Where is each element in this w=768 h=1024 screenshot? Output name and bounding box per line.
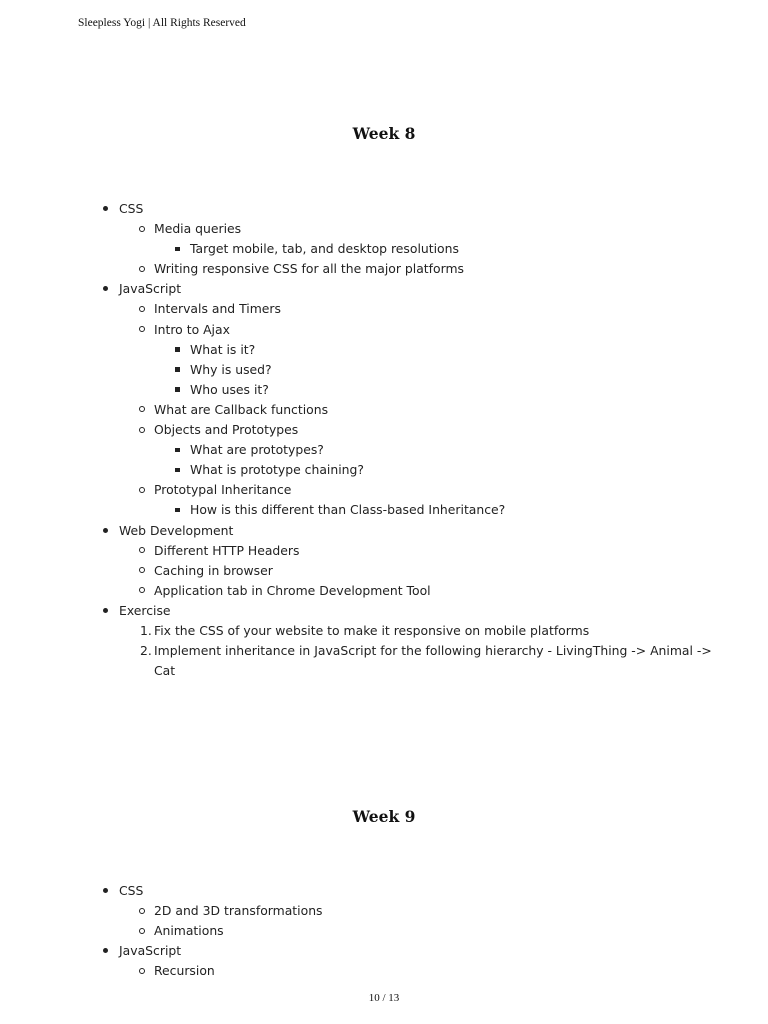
list-item	[0, 921, 768, 941]
bullet-square-icon	[175, 508, 180, 513]
list-item	[0, 581, 768, 601]
list-item-text: JavaScript	[119, 943, 182, 959]
bullet-circle-icon	[139, 306, 145, 312]
list-item	[0, 561, 768, 581]
list-item-text: Exercise	[119, 602, 171, 618]
list-item-text: Fix the CSS of your website to make it responsive on mobile platforms	[154, 622, 590, 638]
list-item	[0, 400, 768, 420]
bullet-circle-icon	[139, 968, 145, 974]
list-number: 2.	[140, 643, 152, 659]
list-item	[0, 541, 768, 561]
list-item-text: Cat	[154, 663, 176, 679]
list-item	[0, 279, 768, 299]
list-item-text: Prototypal Inheritance	[154, 482, 292, 498]
list-item-text: Animations	[154, 923, 224, 939]
list-item	[0, 661, 768, 681]
list-item	[0, 601, 768, 621]
list-item	[0, 360, 768, 380]
list-item	[0, 340, 768, 360]
list-item-text: JavaScript	[119, 281, 182, 297]
bullet-circle-icon	[139, 226, 145, 232]
bullet-square-icon	[175, 448, 180, 453]
list-item-text: Different HTTP Headers	[154, 542, 300, 558]
list-item-text: Writing responsive CSS for all the major platforms	[154, 261, 464, 277]
bullet-disc-icon	[103, 206, 108, 211]
list-item-text: Objects and Prototypes	[154, 422, 299, 438]
bullet-square-icon	[175, 247, 180, 252]
week-8-outline	[0, 199, 768, 681]
bullet-circle-icon	[139, 567, 145, 573]
list-item	[0, 380, 768, 400]
list-item-text: What is it?	[190, 341, 256, 357]
bullet-square-icon	[175, 468, 180, 473]
page-header: Sleepless Yogi | All Rights Reserved	[78, 17, 246, 29]
bullet-circle-icon	[139, 266, 145, 272]
list-item-text: Recursion	[154, 963, 215, 979]
bullet-disc-icon	[103, 888, 108, 893]
list-item-text: What is prototype chaining?	[190, 462, 364, 478]
list-item-text: 2D and 3D transformations	[154, 903, 323, 919]
list-item-text: Caching in browser	[154, 562, 273, 578]
list-item	[0, 480, 768, 500]
list-item	[0, 621, 768, 641]
bullet-square-icon	[175, 347, 180, 352]
list-item	[0, 641, 768, 661]
bullet-circle-icon	[139, 908, 145, 914]
week-8-title: Week 8	[352, 124, 416, 143]
bullet-circle-icon	[139, 406, 145, 412]
list-item-text: What are prototypes?	[190, 442, 324, 458]
list-item	[0, 239, 768, 259]
week-9-title: Week 9	[352, 807, 416, 826]
list-item-text: Application tab in Chrome Development Tool	[154, 582, 431, 598]
list-item-text: Target mobile, tab, and desktop resolutions	[190, 241, 459, 257]
list-item	[0, 500, 768, 520]
bullet-disc-icon	[103, 948, 108, 953]
bullet-square-icon	[175, 367, 180, 372]
list-item	[0, 961, 768, 981]
list-item-text: CSS	[119, 201, 144, 216]
bullet-circle-icon	[139, 326, 145, 332]
list-item	[0, 460, 768, 480]
list-item-text: Who uses it?	[190, 381, 269, 397]
bullet-circle-icon	[139, 547, 145, 553]
bullet-circle-icon	[139, 487, 145, 493]
list-item-text: How is this different than Class-based Inheritance?	[190, 502, 506, 518]
list-item-text: Web Development	[119, 522, 234, 538]
list-item-text: Implement inheritance in JavaScript for the following hierarchy - LivingThing -> Animal ->	[154, 643, 712, 659]
bullet-disc-icon	[103, 286, 108, 291]
bullet-circle-icon	[139, 427, 145, 433]
list-item-text: Media queries	[154, 221, 242, 237]
list-item	[0, 299, 768, 319]
list-item-text: CSS	[119, 883, 144, 898]
week-9-outline	[0, 881, 768, 981]
list-item	[0, 881, 768, 901]
bullet-disc-icon	[103, 528, 108, 533]
list-item-text: Why is used?	[190, 361, 272, 377]
list-item	[0, 941, 768, 961]
list-item	[0, 199, 768, 219]
list-item	[0, 901, 768, 921]
list-item	[0, 521, 768, 541]
list-item-text: Intervals and Timers	[154, 301, 281, 317]
bullet-circle-icon	[139, 587, 145, 593]
list-item	[0, 440, 768, 460]
list-item	[0, 320, 768, 340]
list-item	[0, 259, 768, 279]
list-item-text: What are Callback functions	[154, 401, 329, 417]
page-number: 10 / 13	[368, 992, 400, 1004]
list-number: 1.	[140, 622, 152, 638]
list-item	[0, 420, 768, 440]
list-item-text: Intro to Ajax	[154, 321, 230, 337]
list-item	[0, 219, 768, 239]
bullet-circle-icon	[139, 928, 145, 934]
bullet-disc-icon	[103, 608, 108, 613]
bullet-square-icon	[175, 387, 180, 392]
